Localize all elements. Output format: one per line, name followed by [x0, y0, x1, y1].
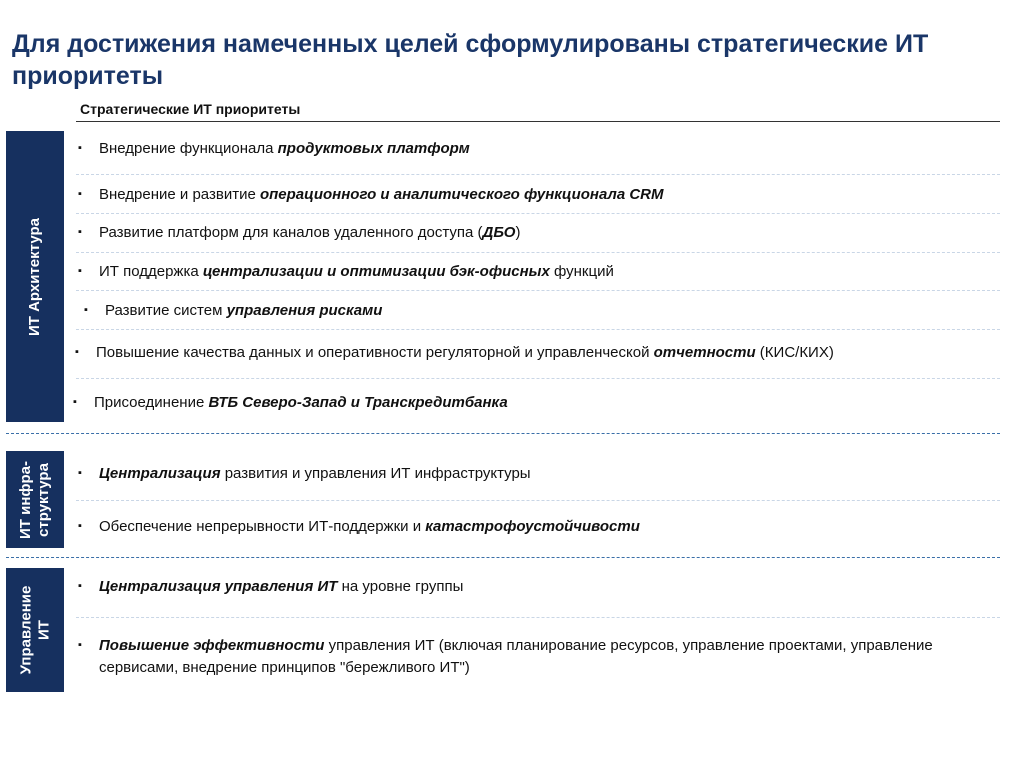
- section-divider: [6, 433, 1000, 434]
- header-rule: [76, 121, 1000, 122]
- bullet-icon: ▪: [73, 396, 77, 408]
- bullet-icon: ▪: [78, 467, 82, 479]
- list-item: ▪ Повышение качества данных и оперативности регуляторной и управленческой отчетности (КИС/КИХ): [75, 342, 834, 364]
- list-item: ▪ Развитие систем управления рисками: [84, 300, 382, 322]
- list-item: ▪ Внедрение и развитие операционного и аналитического функционала CRM: [78, 184, 664, 206]
- list-item: ▪ Повышение эффективности управления ИТ (включая планирование ресурсов, управление проектами, управление сервисами, внедрение принципов "бережливого ИТ"): [78, 635, 958, 679]
- list-item: ▪ Обеспечение непрерывности ИТ-поддержки и катастрофоустойчивости: [78, 516, 640, 538]
- list-item: ▪ Централизация развития и управления ИТ инфраструктуры: [78, 463, 531, 485]
- table-header: Стратегические ИТ приоритеты: [80, 101, 301, 117]
- list-item: ▪ ИТ поддержка централизации и оптимизации бэк-офисных функций: [78, 261, 614, 283]
- row-divider: [76, 290, 1000, 291]
- list-item: ▪ Централизация управления ИТ на уровне группы: [78, 576, 463, 598]
- bullet-icon: ▪: [78, 188, 82, 200]
- bullet-icon: ▪: [78, 265, 82, 277]
- section-label-it-management: [6, 568, 64, 692]
- bullet-icon: ▪: [78, 639, 82, 651]
- page-title: Для достижения намеченных целей сформулированы стратегические ИТ приоритеты: [12, 30, 929, 90]
- bullet-icon: ▪: [75, 346, 79, 358]
- section-label-text: ИТ Архитектура: [26, 217, 44, 336]
- list-item: ▪ Внедрение функционала продуктовых платформ: [78, 138, 470, 160]
- row-divider: [76, 378, 1000, 379]
- row-divider: [76, 252, 1000, 253]
- row-divider: [76, 213, 1000, 214]
- list-item: ▪ Развитие платформ для каналов удаленного доступа (ДБО): [78, 222, 520, 244]
- section-label-text: Управление ИТ: [17, 585, 52, 675]
- bullet-icon: ▪: [78, 226, 82, 238]
- section-label-it-architecture: [6, 131, 64, 422]
- row-divider: [76, 329, 1000, 330]
- row-divider: [76, 617, 1000, 618]
- row-divider: [76, 174, 1000, 175]
- bullet-icon: ▪: [78, 520, 82, 532]
- section-label-text: ИТ инфра- структура: [17, 460, 52, 539]
- list-item: ▪ Присоединение ВТБ Северо-Запад и Транскредитбанка: [73, 392, 508, 414]
- bullet-icon: ▪: [78, 142, 82, 154]
- section-label-it-infrastructure: [6, 451, 64, 548]
- bullet-icon: ▪: [78, 580, 82, 592]
- section-divider: [6, 557, 1000, 558]
- bullet-icon: ▪: [84, 304, 88, 316]
- row-divider: [76, 500, 1000, 501]
